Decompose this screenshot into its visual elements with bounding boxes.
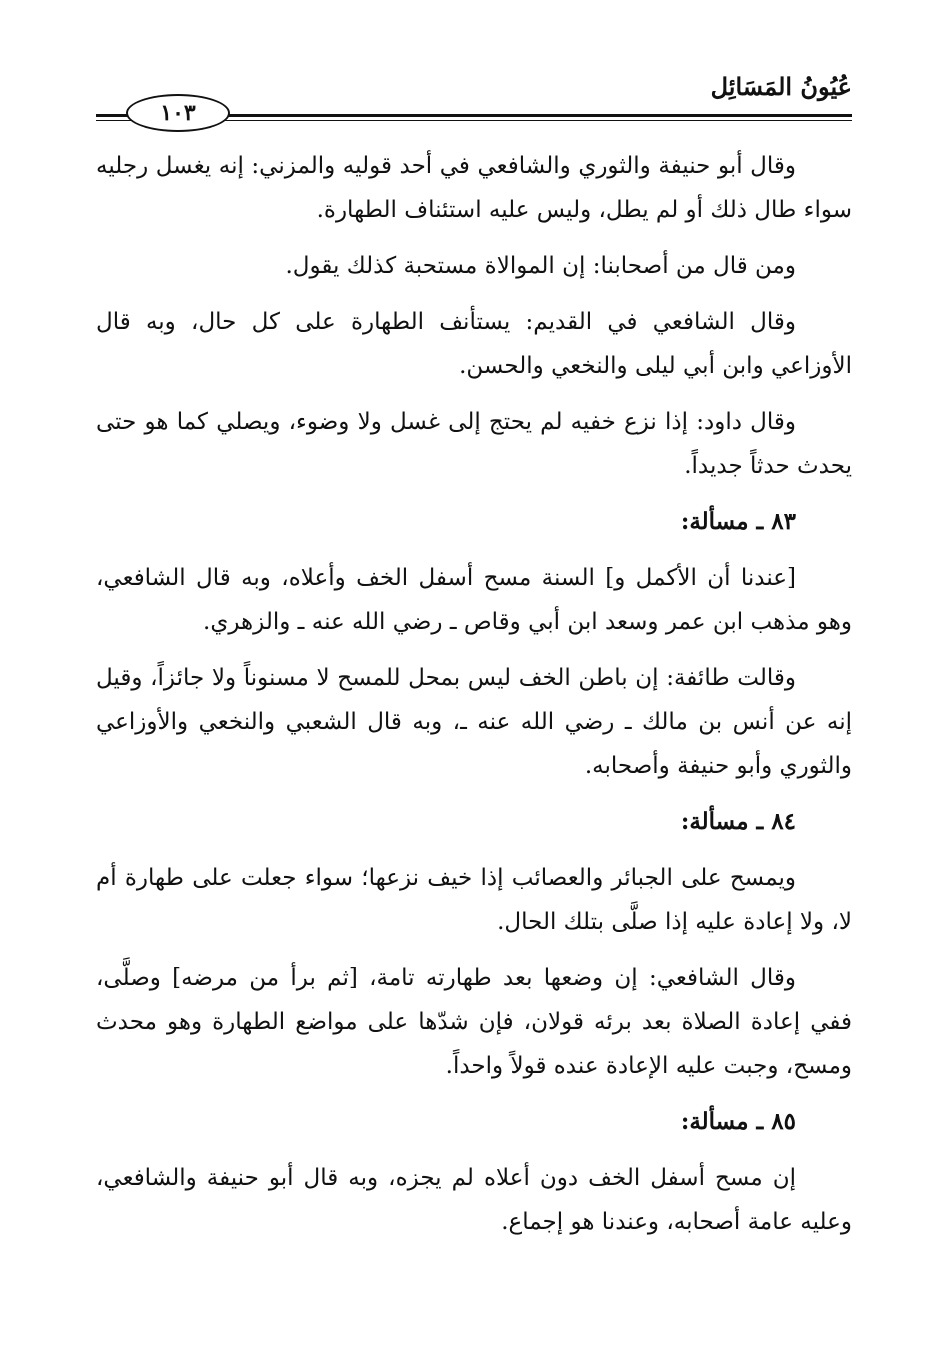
paragraph: إن مسح أسفل الخف دون أعلاه لم يجزه، وبه قال أبو حنيفة والشافعي، وعليه عامة أصحابه، وعندنا هو إجماع. <box>96 1165 852 1235</box>
page-number: ١٠٣ <box>126 94 230 132</box>
paragraph: وقال الشافعي: إن وضعها بعد طهارته تامة، [ثم برأ من مرضه] وصلَّى، ففي إعادة الصلاة بعد برئه قولان، فإن شدّها على مواضع الطهارة وهو محدث ومسح، وجبت عليه الإعادة عنده قولاً واحداً. <box>96 965 852 1079</box>
book-title: عُيُونُ المَسَائِل <box>710 72 852 101</box>
paragraph: [عندنا أن الأكمل و] السنة مسح أسفل الخف وأعلاه، وبه قال الشافعي، وهو مذهب ابن عمر وسعد ابن أبي وقاص ـ رضي الله عنه ـ والزهري. <box>96 565 852 635</box>
paragraph: وقال داود: إذا نزع خفيه لم يحتج إلى غسل ولا وضوء، ويصلي كما هو حتى يحدث حدثاً جديداً. <box>96 409 852 479</box>
section-heading: ٨٥ ـ مسألة: <box>680 1108 796 1135</box>
paragraph: ويمسح على الجبائر والعصائب إذا خيف نزعها؛ سواء جعلت على طهارة أم لا، ولا إعادة عليه إذا صلَّى بتلك الحال. <box>96 865 852 935</box>
paragraph: ومن قال من أصحابنا: إن الموالاة مستحبة كذلك يقول. <box>285 253 796 279</box>
section-heading: ٨٣ ـ مسألة: <box>680 508 796 535</box>
page-header <box>96 70 852 130</box>
paragraph: وقال أبو حنيفة والثوري والشافعي في أحد قوليه والمزني: إنه يغسل رجليه سواء طال ذلك أو لم يطل، وليس عليه استئناف الطهارة. <box>96 153 852 223</box>
paragraph: وقال الشافعي في القديم: يستأنف الطهارة على كل حال، وبه قال الأوزاعي وابن أبي ليلى والنخعي والحسن. <box>96 309 852 379</box>
section-heading: ٨٤ ـ مسألة: <box>680 808 796 835</box>
page-body <box>96 144 852 1256</box>
paragraph: وقالت طائفة: إن باطن الخف ليس بمحل للمسح لا مسنوناً ولا جائزاً، وقيل إنه عن أنس بن مالك ـ رضي الله عنه ـ، وبه قال الشعبي والنخعي والأوزاعي والثوري وأبو حنيفة وأصحابه. <box>96 665 852 779</box>
